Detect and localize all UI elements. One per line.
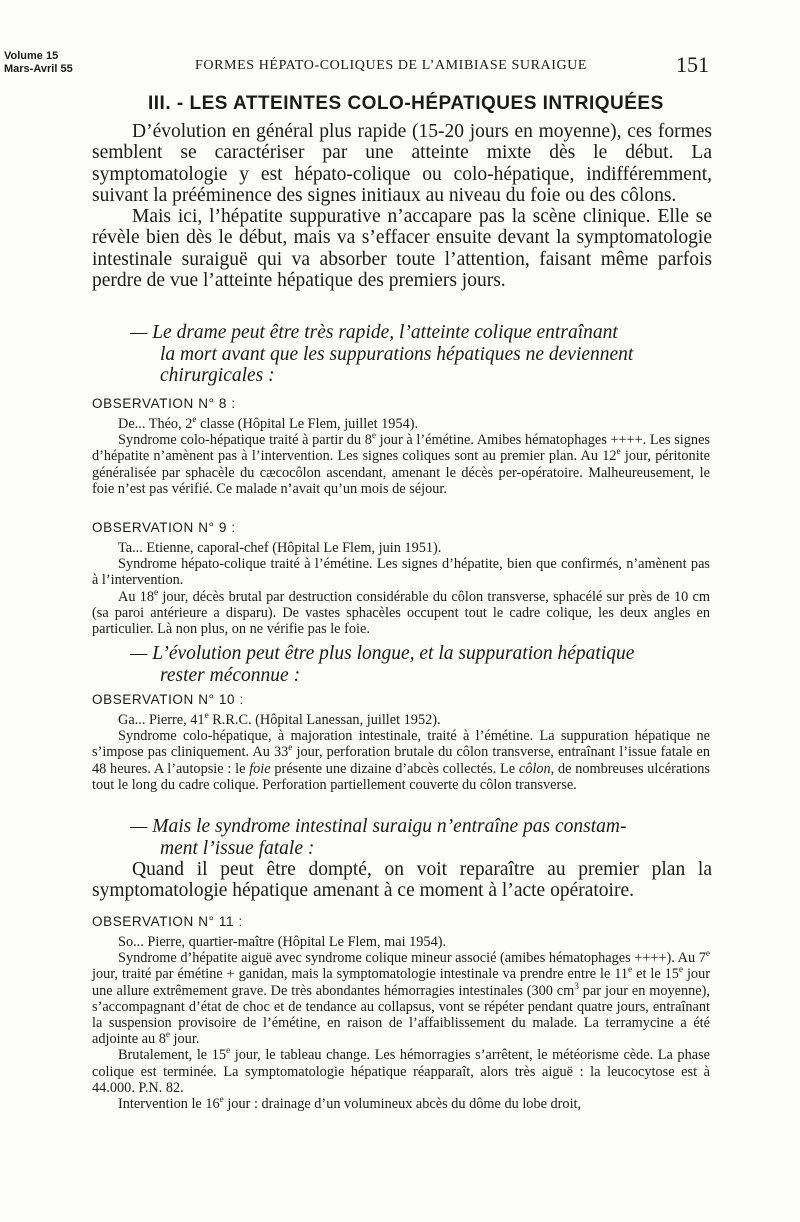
obs10-patient: Ga... Pierre, 41e R.R.C. (Hôpital Lanessan, juillet 1952). — [118, 711, 441, 728]
middle-paragraph: Quand il peut être dompté, on voit reparaître au premier plan la symptomatologie hépatique amenant à ce moment à l’acte opératoire. — [92, 859, 712, 902]
quote-line: — L’évolution peut être plus longue, et la suppuration hépatique — [130, 643, 635, 664]
volume-info — [4, 50, 73, 76]
quote-line: la mort avant que les suppurations hépatiques ne deviennent — [160, 343, 634, 365]
obs9-patient: Ta... Etienne, caporal-chef (Hôpital Le Flem, juin 1951). — [118, 540, 442, 556]
quote-line: rester méconnue : — [160, 664, 301, 686]
observation-10-text — [92, 712, 710, 793]
volume-number: Volume 15 — [4, 50, 59, 62]
quote-longer-evolution — [130, 643, 715, 686]
quote-rapid-drama — [130, 322, 715, 387]
quote-not-always-fatal — [130, 816, 715, 859]
quote-line: ment l’issue fatale : — [160, 837, 315, 859]
section-title: III. - LES ATTEINTES COLO-HÉPATIQUES INTRIQUÉES — [148, 93, 664, 114]
quote-line: — Le drame peut être très rapide, l’atteinte colique entraînant — [130, 322, 618, 343]
middle-text — [92, 859, 712, 902]
running-title: FORMES HÉPATO-COLIQUES DE L’AMIBIASE SURAIGUE — [195, 58, 588, 73]
quote-line: — Mais le syndrome intestinal suraigu n’entraîne pas constam- — [130, 816, 627, 837]
obs11-patient: So... Pierre, quartier-maître (Hôpital Le Flem, mai 1954). — [118, 934, 447, 950]
observation-11-text — [92, 934, 710, 1112]
obs11-body: Brutalement, le 15e jour, le tableau change. Les hémorragies s’arrêtent, le météorisme cède. La phase colique est terminée. La symptomatologie hépatique réapparaît, alors très aiguë : la leucocytose est à 44.000. P.N. 82. — [92, 1046, 710, 1096]
volume-issue: Mars-Avril 55 — [4, 63, 73, 75]
obs8-patient: De... Théo, 2e classe (Hôpital Le Flem, juillet 1954). — [118, 415, 419, 432]
obs11-body: Syndrome d’hépatite aiguë avec syndrome colique mineur associé (amibes hématophages ++++). Au 7e jour, traité par émétine + ganidan, mais la symptomatologie intestinale va prendre entre le 11e et le 15e jour une allure extrêmement grave. De très abondantes hémorragies intestinales (300 $cm^3$ par jour en moyenne), s’accompagnant d’état de choc et de tendance au collapsus, vont se répéter pendant quatre jours, entraînant la suspension provisoire de l’émétine, en raison de l’affaiblissement du malade. La terramycine a été adjointe au 8e jour. — [92, 949, 710, 1048]
intro-paragraph-2: Mais ici, l’hépatite suppurative n’accapare pas la scène clinique. Elle se révèle bien dès le début, mais va s’effacer ensuite devant la symptomatologie intestinale suraiguë qui va absorber toute l’attention, faisant même parfois perdre de vue l’atteinte hépatique des premiers jours. — [92, 206, 712, 292]
observation-10-label: OBSERVATION N° 10 : — [92, 692, 244, 707]
obs9-body: Au 18e jour, décès brutal par destruction considérable du côlon transverse, sphacélé sur près de 10 cm (sa paroi antérieure a disparu). De vastes sphacèles occupent tout le cadre colique, les deux angles en particulier. Là non plus, on ne vérifie pas le foie. — [92, 587, 710, 638]
page-number: 151 — [676, 52, 709, 77]
obs11-body: Intervention le 16e jour : drainage d’un volumineux abcès du dôme du lobe droit, — [118, 1095, 582, 1113]
observation-9-label: OBSERVATION N° 9 : — [92, 520, 236, 535]
observation-11-label: OBSERVATION N° 11 : — [92, 914, 243, 929]
observation-9-text — [92, 540, 710, 637]
obs10-body: Syndrome colo-hépatique, à majoration intestinale, traité à l’émétine. La suppuration hépatique ne s’impose pas cliniquement. Au 33e jour, perforation brutale du côlon transverse, entraînant l’issue fatale en 48 heures. A l’autopsie : le foie présente une dizaine d’abcès collectés. Le côlon, de nombreuses ulcérations tout le long du cadre colique. Perforation partiellement couverte du côlon transverse. — [92, 728, 710, 793]
quote-line: chirurgicales : — [160, 365, 275, 386]
observation-8-label: OBSERVATION N° 8 : — [92, 396, 236, 411]
observation-8-text — [92, 416, 710, 497]
obs8-body: Syndrome colo-hépatique traité à partir du 8e jour à l’émétine. Amibes hématophages ++++. Les signes d’hépatite n’amènent pas à l’intervention. Les signes coliques sont au premier plan. Au 12e jour, péritonite généralisée par sphacèle du cæcocôlon ascendant, amenant le décès per-opératoire. Malheureusement, le foie n’est pas vérifié. Ce malade n’avait qu’un mois de séjour. — [92, 431, 710, 497]
obs9-body: Syndrome hépato-colique traité à l’émétine. Les signes d’hépatite, bien que confirmés, n’amènent pas à l’intervention. — [92, 556, 710, 589]
intro-paragraph-1: D’évolution en général plus rapide (15-20 jours en moyenne), ces formes semblent se caractériser par une atteinte mixte dès le début. La symptomatologie y est hépato-colique ou colo-hépatique, indifféremment, suivant la prééminence des signes initiaux au niveau du foie ou des côlons. — [92, 121, 712, 206]
intro-text — [92, 121, 712, 291]
